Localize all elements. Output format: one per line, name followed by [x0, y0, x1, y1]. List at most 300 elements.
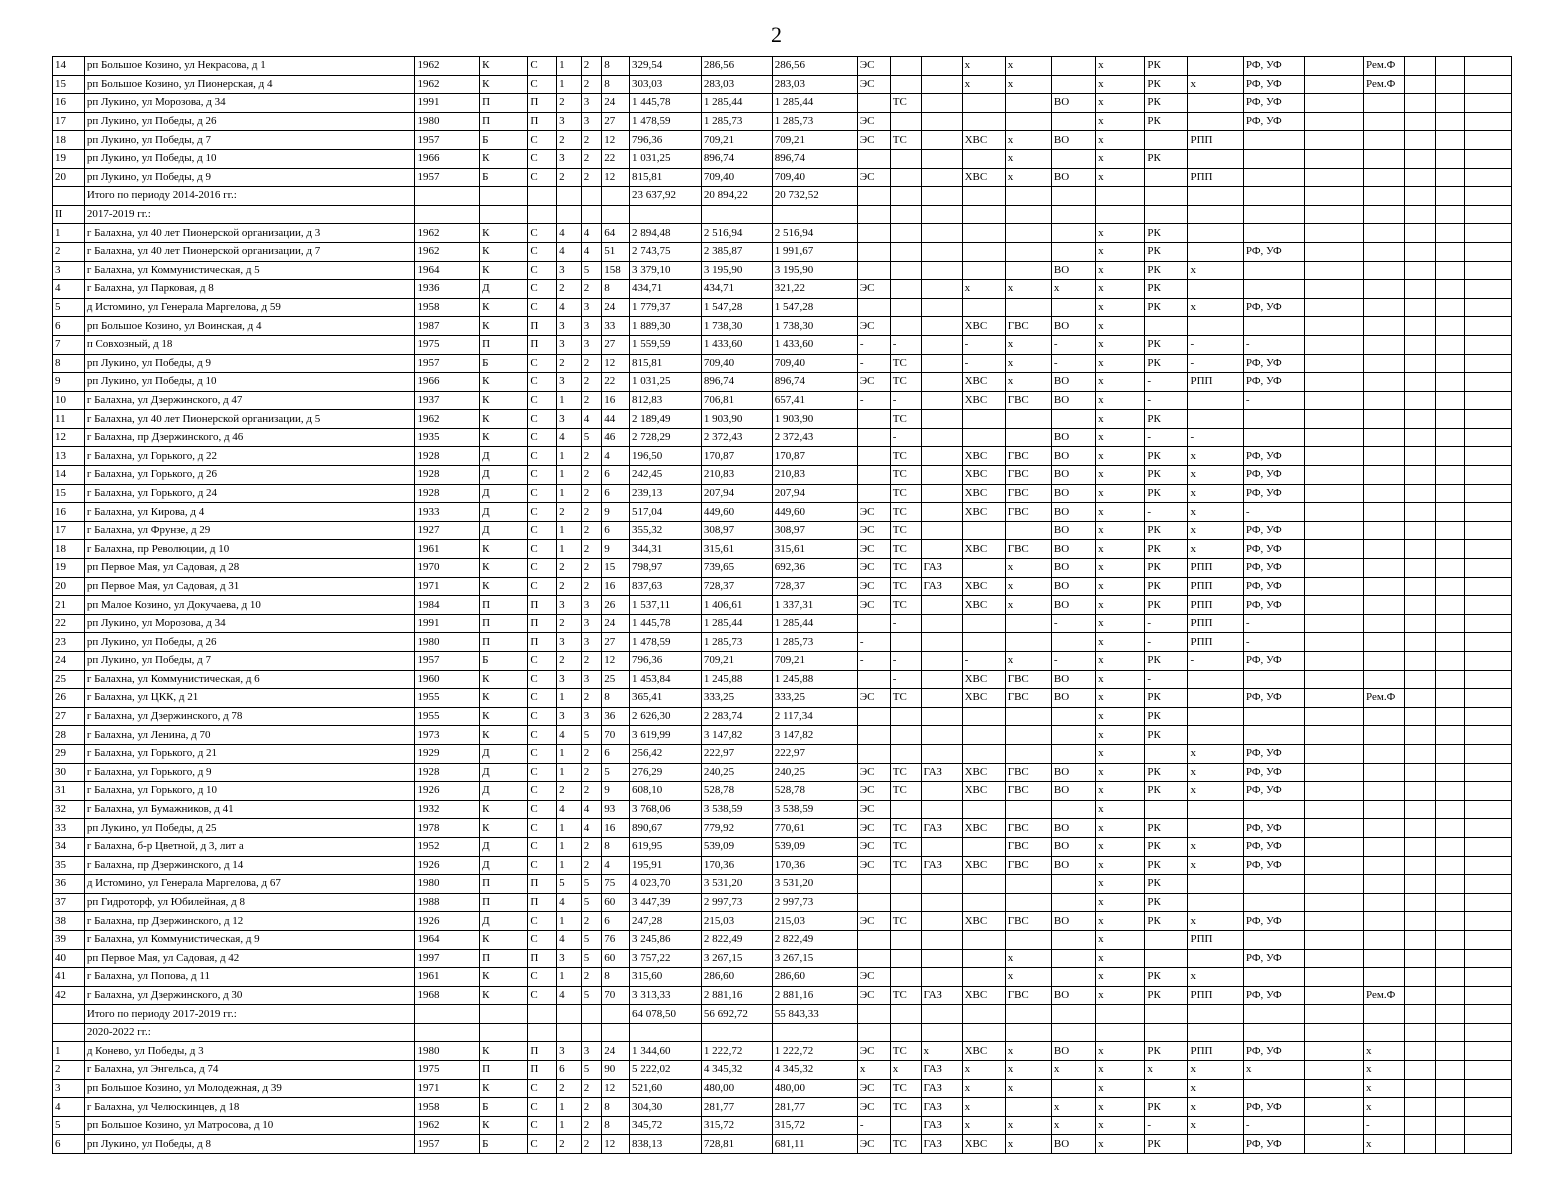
table-cell: 2 372,43 — [701, 428, 772, 447]
table-cell: 1926 — [415, 782, 480, 801]
table-cell: 21 — [53, 596, 85, 615]
table-cell: 4 — [557, 726, 582, 745]
table-cell — [1435, 559, 1464, 578]
table-cell: 739,65 — [701, 559, 772, 578]
table-cell: - — [1145, 391, 1188, 410]
table-cell — [1188, 949, 1243, 968]
table-cell: ХВС — [962, 1135, 1005, 1154]
table-cell: - — [1243, 633, 1305, 652]
table-cell — [1243, 280, 1305, 299]
table-cell: 55 843,33 — [772, 1005, 857, 1024]
table-cell: 286,60 — [701, 968, 772, 987]
table-cell — [1405, 707, 1436, 726]
table-cell: х — [962, 1098, 1005, 1117]
table-cell — [1096, 205, 1145, 224]
table-cell: 3 447,39 — [629, 893, 701, 912]
table-cell — [1435, 652, 1464, 671]
table-cell: х — [1051, 1061, 1095, 1080]
table-cell: х — [1188, 1098, 1243, 1117]
table-cell: С — [528, 57, 557, 76]
table-cell: 1 285,44 — [772, 94, 857, 113]
table-cell: 16 — [53, 503, 85, 522]
table-cell: 2 728,29 — [629, 428, 701, 447]
table-cell — [1464, 521, 1511, 540]
table-cell — [1464, 1116, 1511, 1135]
table-cell: ХВС — [962, 596, 1005, 615]
table-cell: 1926 — [415, 912, 480, 931]
table-cell: Д — [480, 837, 528, 856]
table-cell: 1 445,78 — [629, 614, 701, 633]
table-cell — [1096, 1023, 1145, 1042]
table-cell — [1145, 930, 1188, 949]
table-cell: РК — [1145, 298, 1188, 317]
table-cell: ГАЗ — [921, 986, 962, 1005]
table-cell: х — [1005, 57, 1051, 76]
table-cell: С — [528, 354, 557, 373]
table-cell: 8 — [602, 968, 630, 987]
table-cell: 896,74 — [772, 373, 857, 392]
table-cell: 240,25 — [701, 763, 772, 782]
table-cell: х — [921, 1042, 962, 1061]
table-cell: 2 — [557, 280, 582, 299]
table-cell: 1970 — [415, 559, 480, 578]
table-cell: 2 — [557, 782, 582, 801]
table-cell — [962, 205, 1005, 224]
table-cell: - — [1243, 1116, 1305, 1135]
table-cell — [1243, 968, 1305, 987]
table-cell — [1405, 763, 1436, 782]
table-cell: ВО — [1051, 763, 1095, 782]
table-cell: - — [1051, 354, 1095, 373]
table-cell — [1464, 577, 1511, 596]
table-cell: ВО — [1051, 317, 1095, 336]
table-cell: рп Большое Козино, ул Некрасова, д 1 — [84, 57, 415, 76]
table-cell — [1364, 540, 1405, 559]
table-cell: ГВС — [1005, 391, 1051, 410]
table-cell: К — [480, 75, 528, 94]
table-cell: 27 — [602, 633, 630, 652]
table-cell — [1188, 224, 1243, 243]
table-cell — [1305, 893, 1364, 912]
table-cell: 539,09 — [772, 837, 857, 856]
table-cell: 2 626,30 — [629, 707, 701, 726]
table-cell: РФ, УФ — [1243, 912, 1305, 931]
table-cell: ГАЗ — [921, 577, 962, 596]
table-cell: х — [1096, 261, 1145, 280]
table-cell — [1364, 112, 1405, 131]
table-cell: х — [962, 75, 1005, 94]
table-cell: 1 903,90 — [701, 410, 772, 429]
table-cell — [1145, 800, 1188, 819]
table-cell: 2 — [581, 149, 602, 168]
table-cell: 20 — [53, 168, 85, 187]
table-cell — [1145, 131, 1188, 150]
table-cell: ГАЗ — [921, 763, 962, 782]
table-cell: 1975 — [415, 335, 480, 354]
table-cell — [857, 242, 890, 261]
table-cell: Итого по периоду 2014-2016 гг.: — [84, 187, 415, 206]
table-cell — [1051, 57, 1095, 76]
table-cell — [857, 447, 890, 466]
table-cell: 3 — [557, 633, 582, 652]
table-cell: 4 — [557, 893, 582, 912]
table-cell: 3 — [557, 707, 582, 726]
table-cell — [962, 242, 1005, 261]
table-cell: 528,78 — [701, 782, 772, 801]
table-cell — [1405, 559, 1436, 578]
table-cell — [1435, 968, 1464, 987]
table-cell — [1435, 949, 1464, 968]
table-cell: 315,61 — [701, 540, 772, 559]
table-cell: П — [528, 1061, 557, 1080]
table-cell — [1435, 577, 1464, 596]
table-cell: х — [857, 1061, 890, 1080]
table-cell — [962, 112, 1005, 131]
table-cell: 1955 — [415, 689, 480, 708]
table-cell: - — [1051, 652, 1095, 671]
table-cell — [1464, 447, 1511, 466]
table-cell: ТС — [890, 763, 921, 782]
table-cell — [1005, 744, 1051, 763]
table-cell: х — [1096, 1098, 1145, 1117]
table-cell: С — [528, 149, 557, 168]
table-cell: 12 — [602, 131, 630, 150]
table-cell: Д — [480, 521, 528, 540]
table-cell: 3 — [581, 317, 602, 336]
table-cell: ТС — [890, 410, 921, 429]
table-cell: 28 — [53, 726, 85, 745]
table-cell: 75 — [602, 875, 630, 894]
table-cell: х — [890, 1061, 921, 1080]
table-cell: г Балахна, ул Коммунистическая, д 9 — [84, 930, 415, 949]
table-cell — [1305, 149, 1364, 168]
table-cell: 19 — [53, 149, 85, 168]
table-cell — [962, 428, 1005, 447]
table-cell: П — [528, 596, 557, 615]
table-cell: С — [528, 968, 557, 987]
table-cell — [53, 187, 85, 206]
table-cell — [1464, 819, 1511, 838]
table-cell — [1051, 149, 1095, 168]
table-cell — [890, 726, 921, 745]
table-cell — [921, 131, 962, 150]
table-cell: С — [528, 224, 557, 243]
table-cell: 1962 — [415, 242, 480, 261]
table-cell: г Балахна, ул 40 лет Пионерской организации, д 5 — [84, 410, 415, 429]
table-cell — [480, 205, 528, 224]
table-cell: 1 344,60 — [629, 1042, 701, 1061]
table-cell — [890, 930, 921, 949]
table-cell: рп Лукино, ул Победы, д 9 — [84, 168, 415, 187]
table-cell: х — [1096, 689, 1145, 708]
table-cell — [1364, 205, 1405, 224]
table-cell: ЭС — [857, 75, 890, 94]
table-cell: ХВС — [962, 856, 1005, 875]
table-cell: ГВС — [1005, 447, 1051, 466]
table-cell — [921, 707, 962, 726]
table-row — [53, 930, 1512, 949]
table-cell: С — [528, 391, 557, 410]
table-cell: 3 147,82 — [772, 726, 857, 745]
table-cell: - — [1243, 391, 1305, 410]
table-cell: ХВС — [962, 577, 1005, 596]
table-cell — [857, 949, 890, 968]
table-cell: ЭС — [857, 819, 890, 838]
table-cell: 24 — [602, 614, 630, 633]
table-cell — [1051, 1005, 1095, 1024]
table-cell: х — [962, 1061, 1005, 1080]
table-cell — [1005, 1098, 1051, 1117]
table-cell — [1435, 298, 1464, 317]
table-cell: 2 — [581, 782, 602, 801]
table-cell: х — [1096, 298, 1145, 317]
table-cell: 3 — [581, 633, 602, 652]
table-cell — [857, 670, 890, 689]
table-cell: х — [1188, 912, 1243, 931]
table-cell: РПП — [1188, 633, 1243, 652]
table-cell — [1188, 707, 1243, 726]
table-cell — [921, 484, 962, 503]
table-cell: 3 — [581, 94, 602, 113]
table-row — [53, 596, 1512, 615]
table-cell: х — [1364, 1042, 1405, 1061]
table-cell — [890, 1116, 921, 1135]
table-cell: х — [1005, 373, 1051, 392]
table-cell: П — [528, 94, 557, 113]
table-cell — [1364, 503, 1405, 522]
table-cell — [962, 261, 1005, 280]
table-cell: 1928 — [415, 447, 480, 466]
table-cell: 3 379,10 — [629, 261, 701, 280]
table-cell: 3 245,86 — [629, 930, 701, 949]
table-cell: 1 285,44 — [701, 614, 772, 633]
table-cell: 728,81 — [701, 1135, 772, 1154]
table-cell — [1364, 410, 1405, 429]
table-cell: РПП — [1188, 577, 1243, 596]
table-cell: РФ, УФ — [1243, 1135, 1305, 1154]
table-cell — [1305, 875, 1364, 894]
table-cell — [1243, 707, 1305, 726]
table-cell — [1188, 94, 1243, 113]
table-cell: 1957 — [415, 652, 480, 671]
table-row — [53, 633, 1512, 652]
table-cell: К — [480, 819, 528, 838]
table-cell: ХВС — [962, 912, 1005, 931]
table-cell: Д — [480, 912, 528, 931]
table-cell — [1464, 168, 1511, 187]
table-cell: 1962 — [415, 57, 480, 76]
table-cell: 3 — [557, 1042, 582, 1061]
table-cell: 1980 — [415, 875, 480, 894]
table-cell: 1 — [557, 968, 582, 987]
table-cell — [1435, 707, 1464, 726]
table-cell: д Истомино, ул Генерала Маргелова, д 59 — [84, 298, 415, 317]
table-cell — [962, 800, 1005, 819]
table-cell — [1188, 819, 1243, 838]
table-cell: г Балахна, пр Дзержинского, д 12 — [84, 912, 415, 931]
table-cell: 13 — [53, 447, 85, 466]
table-cell: 2 — [581, 1116, 602, 1135]
table-cell: ВО — [1051, 596, 1095, 615]
table-cell: 709,21 — [701, 652, 772, 671]
table-cell: 6 — [557, 1061, 582, 1080]
table-cell: РК — [1145, 707, 1188, 726]
table-cell: 2 — [581, 131, 602, 150]
table-cell — [629, 205, 701, 224]
table-cell — [1464, 1098, 1511, 1117]
table-cell: 1 — [557, 540, 582, 559]
table-row — [53, 242, 1512, 261]
table-cell: х — [1005, 335, 1051, 354]
table-cell: 1962 — [415, 410, 480, 429]
table-cell: 38 — [53, 912, 85, 931]
table-cell: 25 — [53, 670, 85, 689]
table-cell: 2 — [557, 503, 582, 522]
table-cell: х — [1364, 1079, 1405, 1098]
table-cell: г Балахна, ул Горького, д 9 — [84, 763, 415, 782]
table-cell — [1005, 261, 1051, 280]
table-cell: Б — [480, 1135, 528, 1154]
table-cell: 36 — [602, 707, 630, 726]
table-cell: 170,36 — [772, 856, 857, 875]
table-cell: 3 267,15 — [701, 949, 772, 968]
table-cell: С — [528, 484, 557, 503]
table-cell — [629, 1023, 701, 1042]
table-cell — [772, 205, 857, 224]
table-cell: 315,72 — [772, 1116, 857, 1135]
table-cell — [1145, 187, 1188, 206]
table-cell — [415, 187, 480, 206]
table-cell: 1 — [557, 391, 582, 410]
table-cell: 2 — [53, 1061, 85, 1080]
table-cell: ГВС — [1005, 689, 1051, 708]
table-cell: 3 — [53, 261, 85, 280]
table-cell — [921, 168, 962, 187]
table-cell: С — [528, 559, 557, 578]
table-cell: х — [1096, 930, 1145, 949]
table-cell: 2 743,75 — [629, 242, 701, 261]
table-cell — [1405, 168, 1436, 187]
table-cell: - — [1243, 614, 1305, 633]
table-cell: - — [1051, 614, 1095, 633]
table-cell: 3 — [557, 410, 582, 429]
table-cell — [1405, 261, 1436, 280]
table-cell: РФ, УФ — [1243, 577, 1305, 596]
table-cell: Итого по периоду 2017-2019 гг.: — [84, 1005, 415, 1024]
table-cell: 2 — [581, 354, 602, 373]
table-cell — [1243, 410, 1305, 429]
table-cell — [1435, 1079, 1464, 1098]
table-cell: 815,81 — [629, 354, 701, 373]
table-cell — [1464, 112, 1511, 131]
table-cell — [857, 930, 890, 949]
table-cell — [480, 187, 528, 206]
table-cell: 2 — [581, 540, 602, 559]
table-cell: 64 078,50 — [629, 1005, 701, 1024]
table-cell — [1435, 540, 1464, 559]
table-cell: РК — [1145, 577, 1188, 596]
table-cell — [857, 410, 890, 429]
table-cell — [1305, 540, 1364, 559]
table-cell: 3 195,90 — [701, 261, 772, 280]
table-cell — [1005, 298, 1051, 317]
table-cell — [1435, 912, 1464, 931]
table-cell: 215,03 — [772, 912, 857, 931]
table-cell — [1435, 484, 1464, 503]
table-cell — [890, 57, 921, 76]
table-cell — [1188, 1023, 1243, 1042]
table-cell: РК — [1145, 354, 1188, 373]
table-cell — [1364, 763, 1405, 782]
table-cell: ЭС — [857, 1079, 890, 1098]
table-cell — [1435, 782, 1464, 801]
table-cell: 2 — [581, 168, 602, 187]
table-cell — [1305, 168, 1364, 187]
table-cell: 706,81 — [701, 391, 772, 410]
table-cell: - — [857, 652, 890, 671]
table-cell: 2 — [581, 652, 602, 671]
table-cell: г Балахна, ул 40 лет Пионерской организации, д 3 — [84, 224, 415, 243]
table-cell: К — [480, 57, 528, 76]
table-cell: 329,54 — [629, 57, 701, 76]
table-cell — [1305, 224, 1364, 243]
table-cell: х — [1096, 596, 1145, 615]
table-cell: 39 — [53, 930, 85, 949]
table-cell: 35 — [53, 856, 85, 875]
table-cell: ХВС — [962, 317, 1005, 336]
table-cell — [480, 1023, 528, 1042]
table-cell: ГВС — [1005, 782, 1051, 801]
table-row — [53, 410, 1512, 429]
table-cell: С — [528, 466, 557, 485]
table-cell — [1305, 317, 1364, 336]
table-cell: РК — [1145, 57, 1188, 76]
table-cell — [53, 1005, 85, 1024]
table-cell: 1968 — [415, 986, 480, 1005]
table-cell — [1435, 670, 1464, 689]
table-cell — [1305, 94, 1364, 113]
table-cell: х — [1096, 986, 1145, 1005]
table-cell: п Совхозный, д 18 — [84, 335, 415, 354]
table-cell: РК — [1145, 94, 1188, 113]
table-cell — [1305, 466, 1364, 485]
table-cell: - — [890, 428, 921, 447]
table-cell — [1435, 837, 1464, 856]
table-cell — [1405, 1135, 1436, 1154]
table-cell: 5 — [557, 875, 582, 894]
table-cell: 70 — [602, 986, 630, 1005]
table-cell — [1364, 1005, 1405, 1024]
table-cell — [1435, 1023, 1464, 1042]
table-cell: 6 — [602, 484, 630, 503]
table-cell — [1096, 1005, 1145, 1024]
table-cell: г Балахна, ул Горького, д 26 — [84, 466, 415, 485]
table-cell — [1405, 837, 1436, 856]
table-cell: 796,36 — [629, 131, 701, 150]
table-cell: Рем.Ф — [1364, 57, 1405, 76]
table-cell: 16 — [602, 391, 630, 410]
table-cell — [890, 800, 921, 819]
table-cell: 770,61 — [772, 819, 857, 838]
table-cell: 1 — [557, 912, 582, 931]
table-cell — [602, 187, 630, 206]
table-cell: ХВС — [962, 391, 1005, 410]
table-cell: 3 313,33 — [629, 986, 701, 1005]
table-cell — [890, 168, 921, 187]
table-cell — [921, 187, 962, 206]
table-cell — [857, 707, 890, 726]
table-cell — [857, 428, 890, 447]
